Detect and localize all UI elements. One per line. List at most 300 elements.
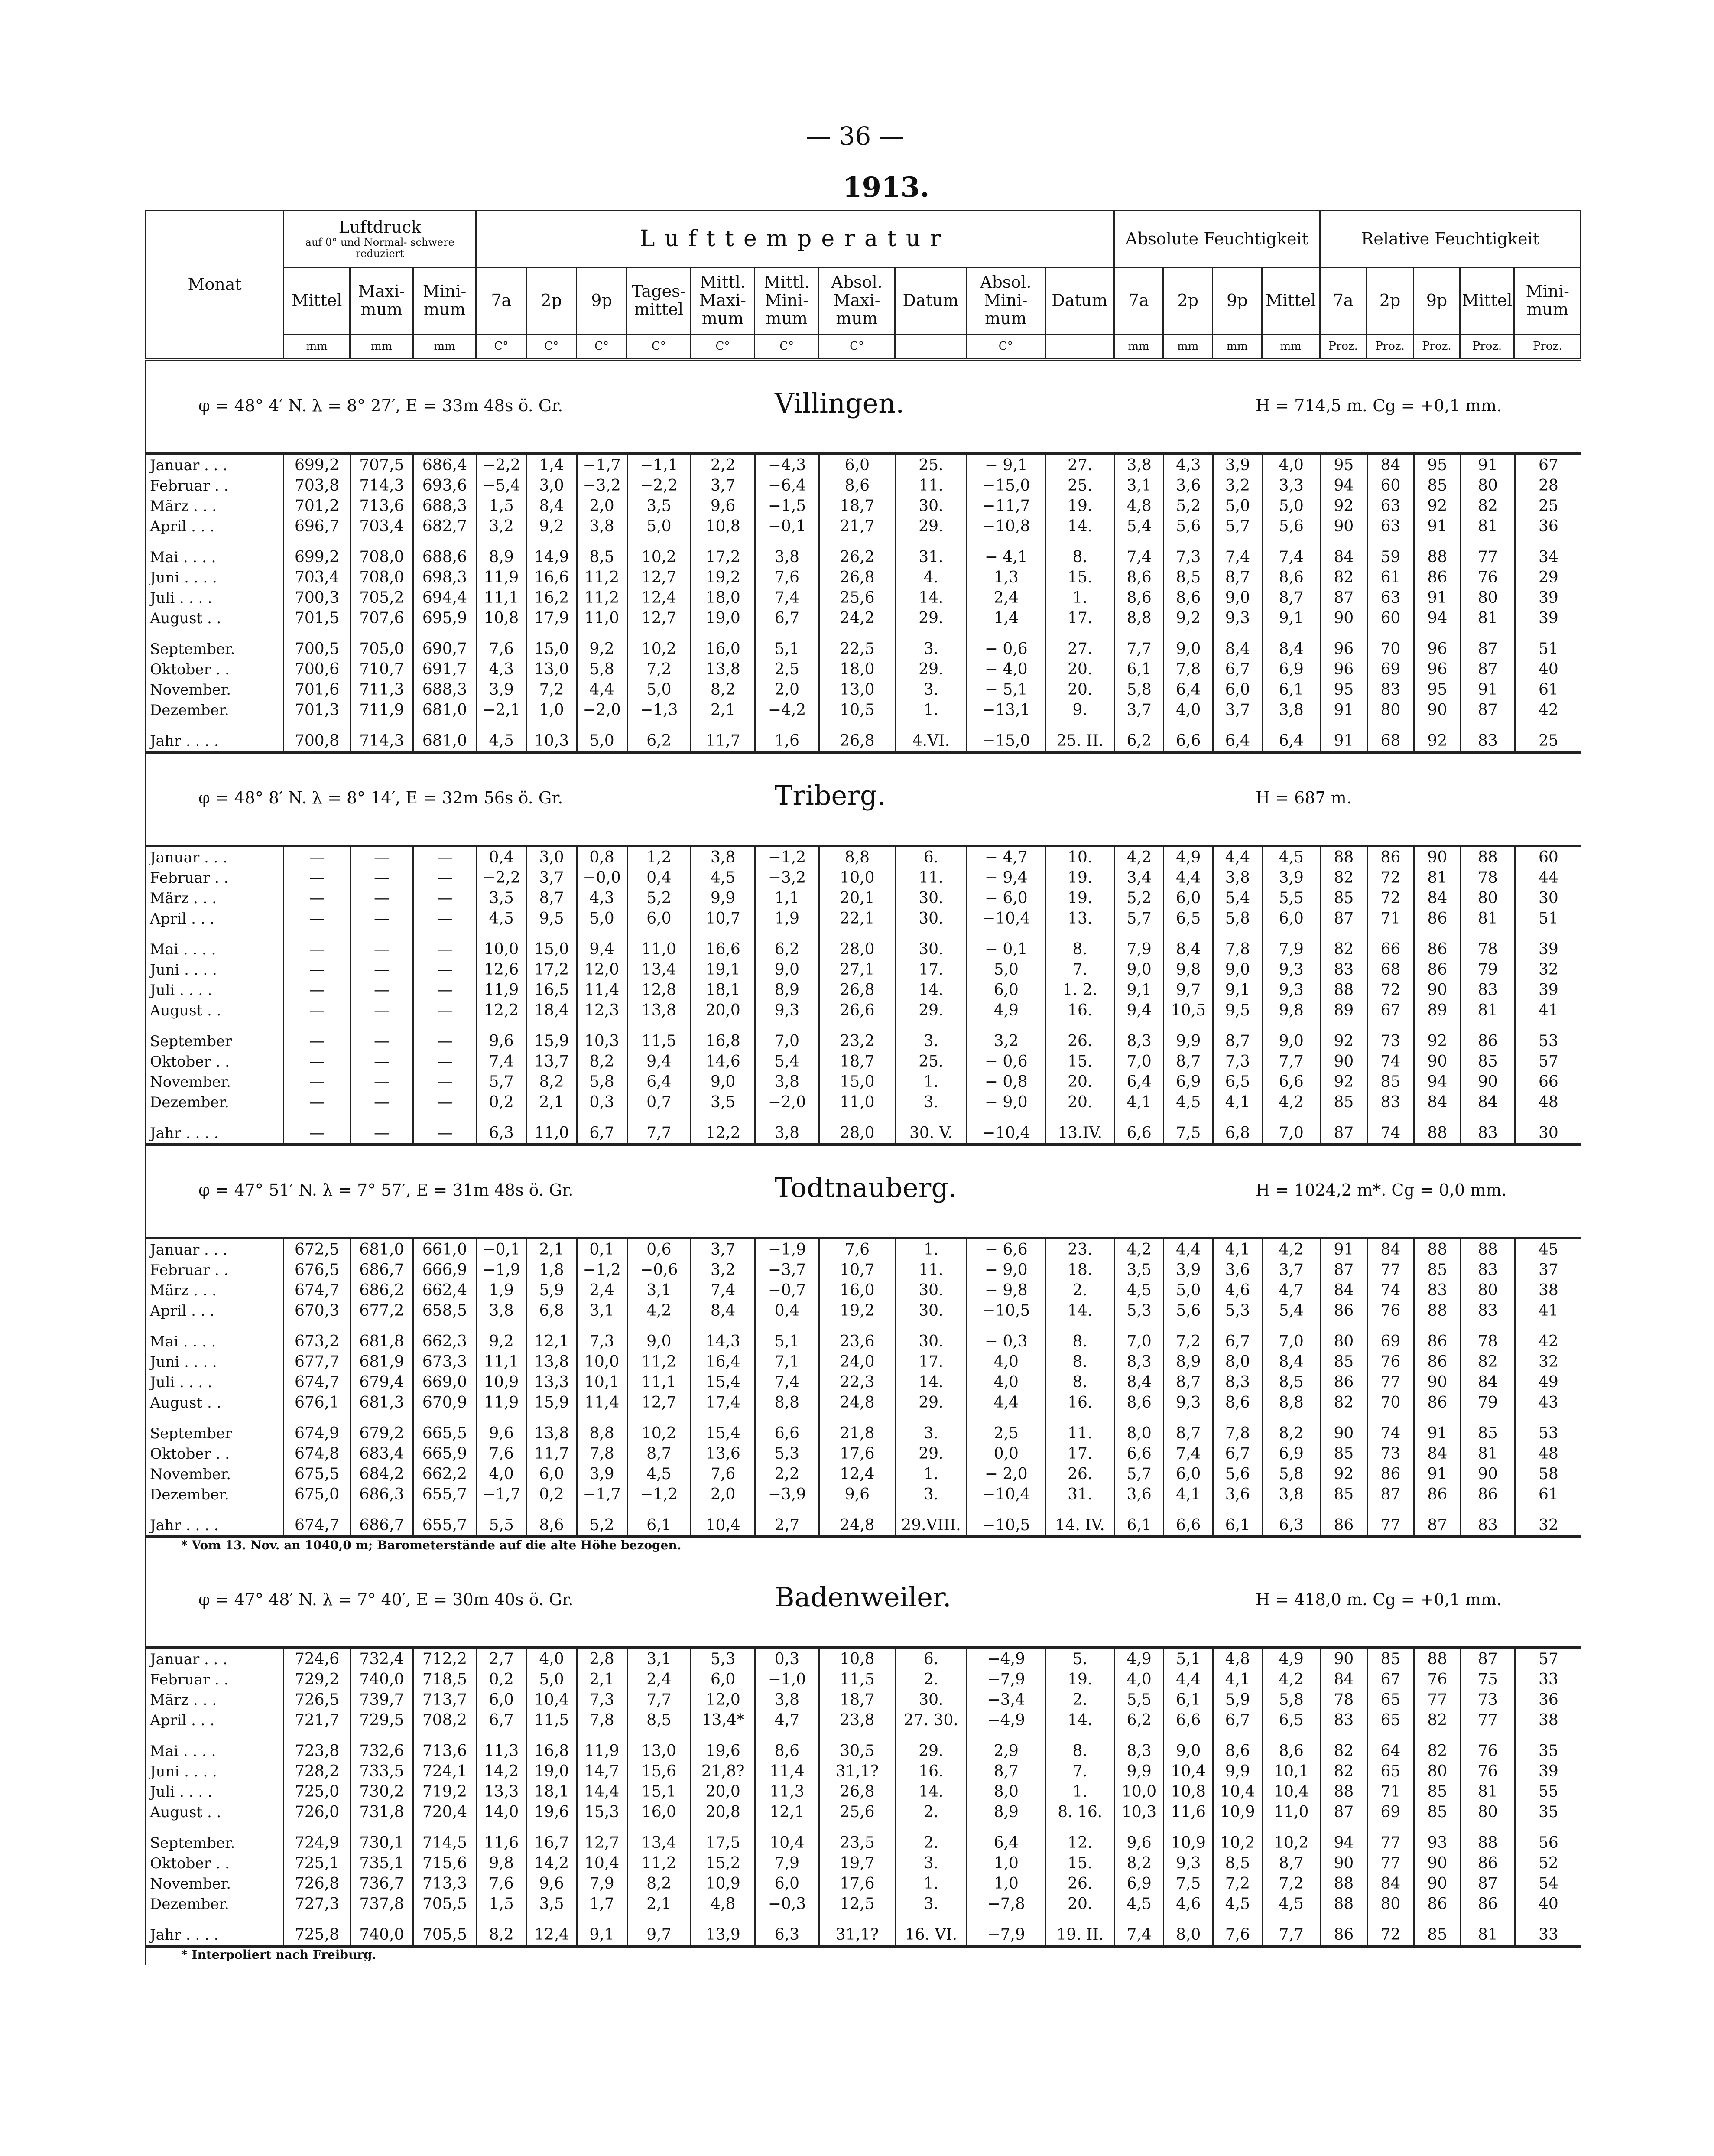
table-cell: 720,4 [413,1802,476,1822]
table-row [146,628,1582,659]
table-cell: 22,5 [819,628,895,659]
table-cell: 83 [1367,680,1414,700]
table-cell: 83 [1367,1092,1414,1112]
table-cell: 7,6 [1213,1914,1263,1946]
table-cell: 17,4 [691,1392,755,1413]
table-cell: 729,2 [284,1669,350,1690]
table-cell: 3,7 [526,868,577,888]
table-cell: 82 [1320,1730,1367,1761]
table-cell: 719,2 [413,1782,476,1802]
table-cell: 1,5 [476,1894,526,1914]
table-cell: −2,2 [627,475,691,496]
table-cell: 14,7 [577,1761,627,1782]
table-row [146,1051,1582,1072]
table-cell: −10,4 [967,1112,1045,1145]
table-cell: 86 [1367,846,1414,868]
table-cell: 15,4 [691,1413,755,1444]
table-cell: 25. II. [1045,720,1114,752]
table-cell: 4,2 [1262,1238,1320,1260]
table-cell: 83 [1461,1301,1515,1321]
month-label: Juli . . . . [146,980,284,1000]
table-cell: 7,4 [476,1051,526,1072]
table-cell: — [284,868,350,888]
table-cell: 63 [1367,588,1414,608]
table-cell: 4,0 [1114,1669,1164,1690]
table-cell: 3. [895,1413,967,1444]
unit-label: mm [350,335,413,360]
table-cell: 88 [1414,1648,1461,1669]
table-cell: 10,4 [755,1822,819,1853]
month-label: April . . . [146,908,284,929]
table-cell: 736,7 [350,1873,413,1894]
table-row [146,1710,1582,1730]
table-cell: 10,2 [627,628,691,659]
table-row [146,1669,1582,1690]
table-cell: 84 [1367,454,1414,475]
column-header: Mini- mum [413,267,476,335]
table-cell: 84 [1320,1280,1367,1301]
table-cell: 677,2 [350,1301,413,1321]
table-cell: 44 [1515,868,1581,888]
table-cell: 7,5 [1164,1873,1213,1894]
table-cell: 701,5 [284,608,350,628]
table-cell: 13,7 [526,1051,577,1072]
table-cell: 3,8 [577,516,627,537]
table-cell: − 4,1 [967,537,1045,567]
table-cell: 14. [895,1372,967,1392]
table-cell: — [413,888,476,908]
table-cell: 9,1 [1262,608,1320,628]
table-cell: 3,8 [1114,454,1164,475]
table-cell: 25. [1045,475,1114,496]
table-cell: 730,1 [350,1822,413,1853]
month-label: November. [146,1072,284,1092]
table-row [146,1238,1582,1260]
table-cell: 71 [1367,908,1414,929]
table-cell: 74 [1367,1112,1414,1145]
table-cell: 8,9 [1164,1352,1213,1372]
table-cell: 6,1 [1164,1690,1213,1710]
table-cell: − 0,3 [967,1321,1045,1352]
table-cell: 8,6 [1114,567,1164,588]
table-cell: 11,3 [755,1782,819,1802]
table-cell: 9,3 [1213,608,1263,628]
table-cell: 94 [1320,475,1367,496]
table-cell: 34 [1515,537,1581,567]
table-cell: 3,5 [526,1894,577,1914]
table-cell: — [284,1112,350,1145]
table-cell: 6,2 [1114,720,1164,752]
table-cell: 3,5 [627,496,691,516]
table-cell: 96 [1320,628,1367,659]
table-cell: 17,2 [691,537,755,567]
table-cell: 4,0 [967,1352,1045,1372]
table-cell: 4,9 [967,1000,1045,1021]
table-cell: 726,8 [284,1873,350,1894]
table-cell: 88 [1461,1238,1515,1260]
table-cell: 81 [1461,1444,1515,1464]
table-cell: 8,6 [1213,1730,1263,1761]
table-cell: 82 [1414,1730,1461,1761]
table-row [146,1092,1582,1112]
table-cell: 7,7 [1262,1051,1320,1072]
month-label: Mai . . . . [146,929,284,959]
table-cell: 39 [1515,980,1581,1000]
table-cell: 24,0 [819,1352,895,1372]
table-cell: 2. [895,1822,967,1853]
table-cell: 3,8 [1262,1484,1320,1505]
table-row [146,1761,1582,1782]
table-cell: 11,5 [819,1669,895,1690]
month-label: November. [146,1464,284,1484]
table-cell: 5,6 [1164,1301,1213,1321]
table-cell: 74 [1367,1051,1414,1072]
table-row [146,1112,1582,1145]
table-cell: 4,1 [1114,1092,1164,1112]
table-cell: 8,2 [1114,1853,1164,1873]
table-cell: 6,9 [1114,1873,1164,1894]
table-cell: 699,2 [284,537,350,567]
table-cell: −6,4 [755,475,819,496]
table-cell: 2,8 [577,1648,627,1669]
month-label: Oktober . . [146,659,284,680]
table-cell: 63 [1367,496,1414,516]
table-cell: − 0,6 [967,628,1045,659]
table-cell: 86 [1461,1894,1515,1914]
table-row [146,1648,1582,1669]
column-header: 9p [577,267,627,335]
table-cell: 4,0 [476,1464,526,1484]
table-cell: 705,2 [350,588,413,608]
table-cell: 73 [1367,1021,1414,1051]
table-cell: −3,7 [755,1260,819,1280]
table-cell: −0,3 [755,1894,819,1914]
table-cell: 11. [895,868,967,888]
table-cell: 2,1 [577,1669,627,1690]
table-cell: − 4,7 [967,846,1045,868]
table-cell: 45 [1515,1238,1581,1260]
table-cell: 87 [1367,1484,1414,1505]
table-cell: 30 [1515,888,1581,908]
table-cell: 27. 30. [895,1710,967,1730]
table-cell: 81 [1461,608,1515,628]
table-cell: 9,3 [755,1000,819,1021]
table-cell: 1. [1045,588,1114,608]
table-cell: — [350,1112,413,1145]
table-cell: 7,8 [1213,929,1263,959]
table-cell: 82 [1461,496,1515,516]
table-cell: 8,8 [1262,1392,1320,1413]
table-cell: 662,3 [413,1321,476,1352]
table-cell: 6,1 [627,1505,691,1537]
table-cell: 11,6 [1164,1802,1213,1822]
table-cell: 84 [1367,1238,1414,1260]
table-cell: 13,8 [526,1352,577,1372]
table-cell: 85 [1414,1802,1461,1822]
month-label: Oktober . . [146,1051,284,1072]
column-header: 2p [1163,267,1213,335]
table-cell: 672,5 [284,1238,350,1260]
table-cell: 57 [1515,1648,1581,1669]
table-cell: 86 [1414,1392,1461,1413]
table-cell: 661,0 [413,1238,476,1260]
table-cell: 26,8 [819,1782,895,1802]
table-cell: 15,9 [526,1021,577,1051]
table-cell: 80 [1367,700,1414,720]
table-cell: 4,1 [1213,1669,1263,1690]
table-cell: 3,8 [1213,868,1263,888]
column-header: 7a [1114,267,1163,335]
table-row [146,908,1582,929]
unit-label: Proz. [1320,335,1367,360]
table-cell: 731,8 [350,1802,413,1822]
table-cell: 13,0 [627,1730,691,1761]
table-cell: 3,0 [526,846,577,868]
table-cell: 8,4 [526,496,577,516]
table-cell: 4,9 [1262,1648,1320,1669]
table-cell: 7,3 [577,1690,627,1710]
station-height: H = 418,0 m. Cg = +0,1 mm. [1256,1590,1502,1609]
table-cell: 15,3 [577,1802,627,1822]
table-cell: 36 [1515,516,1581,537]
table-cell: 4,1 [1164,1484,1213,1505]
table-cell: 6,2 [755,929,819,959]
table-cell: 19,0 [526,1761,577,1782]
table-cell: 733,5 [350,1761,413,1782]
table-cell: 78 [1461,1321,1515,1352]
table-row [146,588,1582,608]
table-cell: 8,6 [1114,1392,1164,1413]
table-cell: 86 [1414,1484,1461,1505]
table-cell: 14. [1045,1301,1114,1321]
table-cell: 694,4 [413,588,476,608]
unit-label: mm [1114,335,1163,360]
table-cell: 3,8 [476,1301,526,1321]
table-cell: 54 [1515,1873,1581,1894]
table-cell: 85 [1320,1484,1367,1505]
month-label: Dezember. [146,1484,284,1505]
table-cell: 13. [1045,908,1114,929]
table-cell: 26. [1045,1873,1114,1894]
table-cell: 91 [1414,588,1461,608]
table-cell: 11,4 [577,980,627,1000]
table-cell: 6,5 [1262,1710,1320,1730]
table-cell: 26,6 [819,1000,895,1021]
table-cell: 690,7 [413,628,476,659]
table-cell: 7,6 [476,628,526,659]
unit-label: mm [1213,335,1262,360]
table-cell: 8,4 [1262,1352,1320,1372]
table-cell: 718,5 [413,1669,476,1690]
table-cell: 6,8 [526,1301,577,1321]
table-cell: 81 [1414,868,1461,888]
unit-label: C° [526,335,577,360]
table-cell: 77 [1367,1505,1414,1537]
table-cell: 6,4 [1164,680,1213,700]
table-cell: 681,3 [350,1392,413,1413]
table-cell: −7,8 [967,1894,1045,1914]
table-cell: 9,4 [1114,1000,1164,1021]
table-cell: 16,0 [819,1280,895,1301]
table-cell: 61 [1515,1484,1581,1505]
table-cell: 2,0 [577,496,627,516]
table-cell: 703,4 [350,516,413,537]
table-cell: 95 [1414,680,1461,700]
table-cell: 5,3 [1213,1301,1263,1321]
table-cell: 40 [1515,1894,1581,1914]
table-cell: 86 [1414,908,1461,929]
table-cell: 711,3 [350,680,413,700]
table-cell: 5,0 [967,959,1045,980]
table-cell: 29. [895,659,967,680]
table-cell: 52 [1515,1853,1581,1873]
table-cell: — [350,1021,413,1051]
table-row [146,516,1582,537]
table-cell: 7,6 [476,1444,526,1464]
table-cell: 93 [1414,1822,1461,1853]
table-cell: 82 [1320,868,1367,888]
station-coords: φ = 48° 4′ N. λ = 8° 27′, E = 33m 48s ö. Gr. [198,396,563,415]
table-cell: 87 [1461,628,1515,659]
table-cell: 83 [1414,1280,1461,1301]
table-cell: 693,6 [413,475,476,496]
table-cell: 86 [1414,1321,1461,1352]
monat-header: Monat [146,211,284,360]
table-cell: 8,8 [755,1392,819,1413]
table-cell: −1,2 [577,1260,627,1280]
table-cell: 87 [1461,1873,1515,1894]
table-cell: 5,0 [627,680,691,700]
table-cell: 1,2 [627,846,691,868]
table-cell: 66 [1515,1072,1581,1092]
table-cell: 66 [1367,929,1414,959]
table-cell: 10,4 [1164,1761,1213,1782]
table-cell: 11,1 [476,588,526,608]
table-cell: 68 [1367,959,1414,980]
table-cell: 6,7 [577,1112,627,1145]
table-cell: 8,0 [1213,1352,1263,1372]
table-cell: 9,7 [1164,980,1213,1000]
table-cell: 87 [1320,1112,1367,1145]
table-cell: 8,7 [1164,1372,1213,1392]
table-cell: 2. [895,1669,967,1690]
table-cell: 679,2 [350,1413,413,1444]
table-cell: 5,4 [1213,888,1263,908]
table-cell: −2,1 [476,700,526,720]
table-cell: 10,4 [691,1505,755,1537]
month-label: Juni . . . . [146,1761,284,1782]
table-cell: — [413,1112,476,1145]
table-cell: 11,7 [526,1444,577,1464]
month-label: Dezember. [146,1894,284,1914]
table-cell: — [284,846,350,868]
table-cell: 19. [1045,868,1114,888]
station-name: Todtnauberg. [775,1172,957,1203]
table-cell: 2. [895,1802,967,1822]
table-cell: 25. [895,1051,967,1072]
table-cell: 30. [895,929,967,959]
table-cell: 713,3 [413,1873,476,1894]
table-cell: 11,1 [476,1352,526,1372]
table-cell: 700,5 [284,628,350,659]
table-cell: 739,7 [350,1690,413,1710]
table-cell: 655,7 [413,1505,476,1537]
table-cell: 3,5 [691,1092,755,1112]
table-cell: 84 [1414,1444,1461,1464]
table-cell: 13,0 [819,680,895,700]
table-cell: 705,5 [413,1894,476,1914]
table-cell: 28,0 [819,1112,895,1145]
table-cell: 77 [1414,1690,1461,1710]
station-heading [145,361,1583,452]
table-cell: 90 [1320,1413,1367,1444]
table-cell: 39 [1515,929,1581,959]
table-cell: — [284,1021,350,1051]
table-cell: 0,6 [627,1238,691,1260]
table-cell: 65 [1367,1761,1414,1782]
table-cell: 29. [895,1444,967,1464]
table-cell: — [284,980,350,1000]
table-cell: 9,6 [476,1413,526,1444]
table-cell: − 6,0 [967,888,1045,908]
table-cell: 4,6 [1164,1894,1213,1914]
table-cell: −7,9 [967,1669,1045,1690]
table-cell: 5,8 [577,659,627,680]
month-label: September [146,1021,284,1051]
table-cell: 82 [1414,1710,1461,1730]
station-table [145,845,1581,1146]
table-cell: 21,7 [819,516,895,537]
month-label: Juli . . . . [146,1782,284,1802]
table-cell: 90 [1414,1051,1461,1072]
table-cell: 707,6 [350,608,413,628]
table-cell: −7,9 [967,1914,1045,1946]
table-cell: 1,1 [755,888,819,908]
table-cell: −15,0 [967,475,1045,496]
table-cell: 7. [1045,1761,1114,1782]
unit-label: C° [577,335,627,360]
table-cell: 9,2 [476,1321,526,1352]
table-cell: 6,3 [1262,1505,1320,1537]
table-cell: 713,6 [350,496,413,516]
month-label: August . . [146,1392,284,1413]
table-cell: 14. [895,588,967,608]
table-cell: 662,2 [413,1464,476,1484]
table-cell: 6,7 [1213,659,1263,680]
table-cell: 5,2 [577,1505,627,1537]
table-row [146,1690,1582,1710]
table-cell: 31,1? [819,1914,895,1946]
table-cell: 699,2 [284,454,350,475]
table-cell: 7,4 [1164,1444,1213,1464]
table-cell: 27. [1045,454,1114,475]
table-cell: 14,0 [476,1802,526,1822]
table-cell: 6,0 [1164,888,1213,908]
table-cell: 9,1 [1213,980,1263,1000]
table-cell: 8,2 [476,1914,526,1946]
table-cell: 7,2 [627,659,691,680]
table-cell: 95 [1320,680,1367,700]
table-cell: 65 [1367,1690,1414,1710]
table-cell: 3,6 [1213,1260,1263,1280]
table-cell: 13,6 [691,1444,755,1464]
table-cell: 9,4 [627,1051,691,1072]
table-cell: 17,6 [819,1873,895,1894]
table-cell: 8,8 [1114,608,1164,628]
table-cell: 682,7 [413,516,476,537]
table-cell: 8. [1045,1352,1114,1372]
table-cell: 7,8 [577,1444,627,1464]
